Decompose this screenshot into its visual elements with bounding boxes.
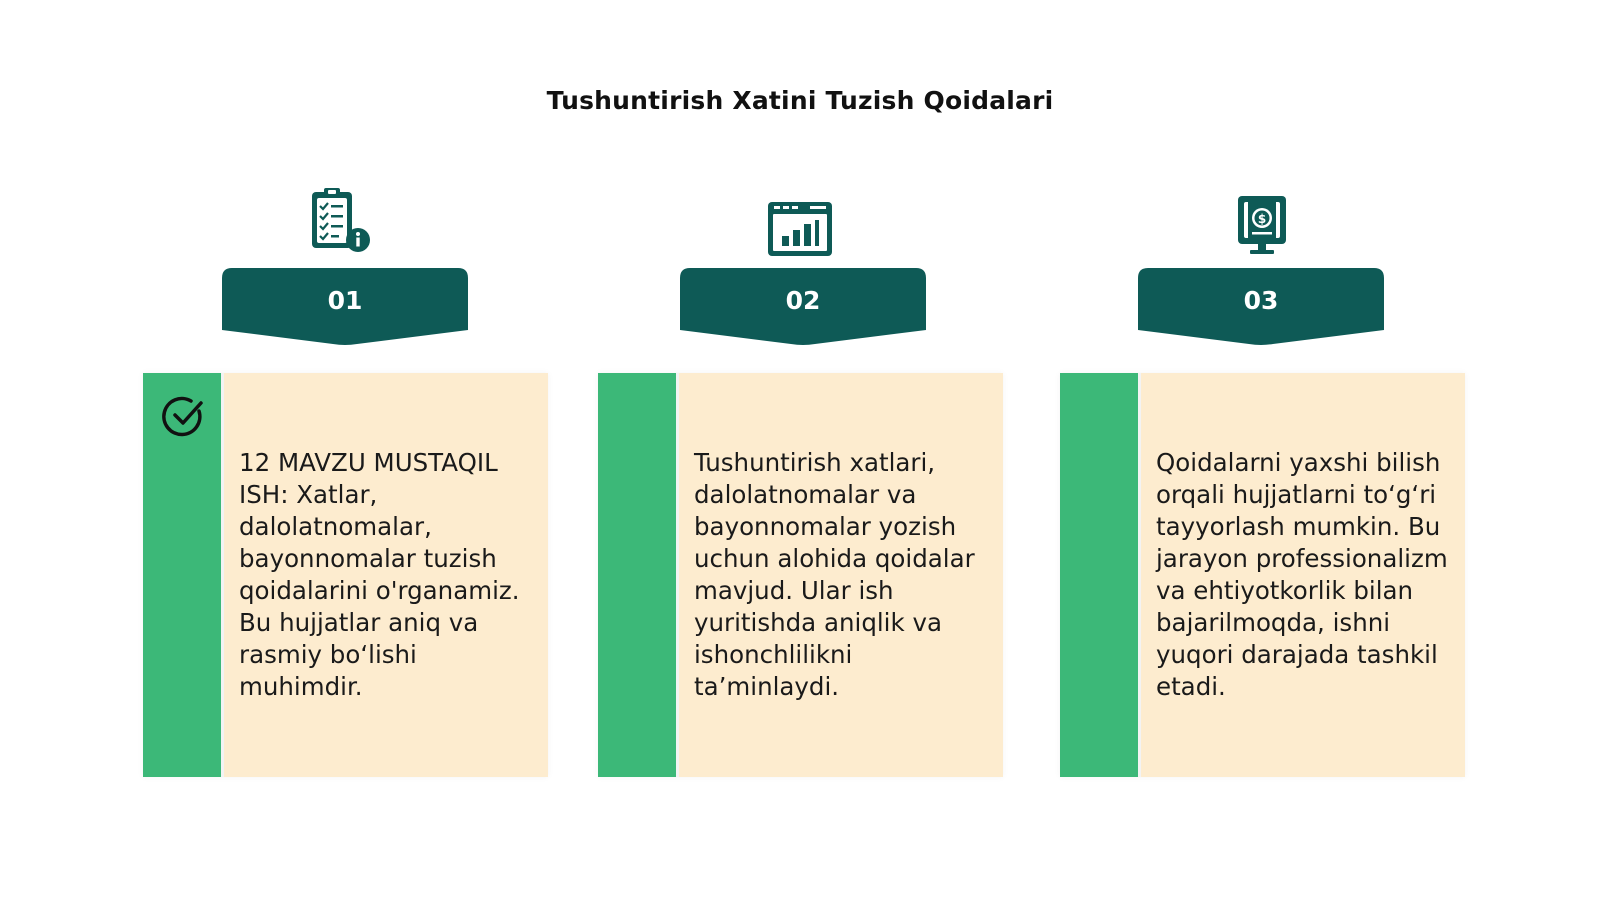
- step-description: 12 MAVZU MUSTAQIL ISH: Xatlar, dalolatnomalar, bayonnomalar tuzish qoidalarini o'rganamiz. Bu hujjatlar aniq va rasmiy bo‘lishi muhimdir.: [239, 448, 520, 701]
- step-badge-01: [222, 268, 468, 348]
- clipboard-checklist-info-icon: [306, 186, 378, 258]
- step-badge-02: [680, 268, 926, 348]
- step-description: Qoidalarni yaxshi bilish orqali hujjatlarni to‘g‘ri tayyorlash mumkin. Bu jarayon professionalizm va ehtiyotkorlik bilan bajarilmoqda, ishni yuqori darajada tashkil etadi.: [1156, 448, 1448, 701]
- step-number: 01: [327, 286, 363, 315]
- step-card-02: [598, 373, 1003, 777]
- step-number: 02: [785, 286, 821, 315]
- diagram-title: Tushuntirish Xatini Tuzish Qoidalari: [546, 86, 1054, 115]
- bar-chart-window-icon: [764, 194, 836, 266]
- card-accent-strip: [1060, 373, 1141, 777]
- card-accent-strip: [143, 373, 224, 777]
- step-card-03: [1060, 373, 1465, 777]
- card-accent-strip: [598, 373, 679, 777]
- step-description: Tushuntirish xatlari, dalolatnomalar va bayonnomalar yozish uchun alohida qoidalar mavjud. Ular ish yuritishda aniqlik va ishonchlilikni ta’minlaydi.: [694, 448, 975, 701]
- svg-text:$: $: [1257, 212, 1267, 226]
- step-badge-03: [1138, 268, 1384, 348]
- step-card-01: [143, 373, 548, 777]
- check-circle-icon: [161, 393, 207, 439]
- step-number: 03: [1243, 286, 1279, 315]
- computer-dollar-icon: [1226, 190, 1298, 262]
